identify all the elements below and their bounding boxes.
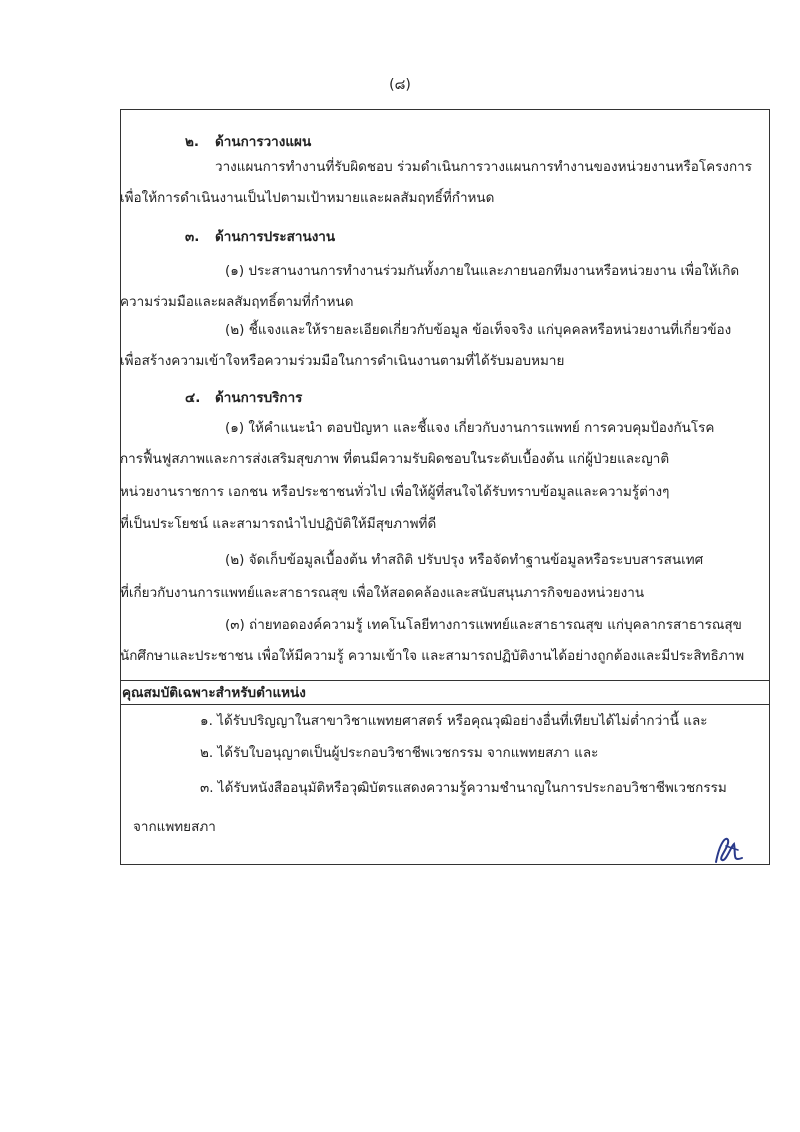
paragraph-line: (๑) ประสานงานการทำงานร่วมกันทั้งภายในและภายนอกทีมงานหรือหน่วยงาน เพื่อให้เกิด bbox=[225, 263, 740, 279]
section-coordination-heading bbox=[185, 228, 335, 246]
paragraph-line: (๒) ชี้แจงและให้รายละเอียดเกี่ยวกับข้อมูล ข้อเท็จจริง แก่บุคคลหรือหน่วยงานที่เกี่ยวข้อง bbox=[225, 322, 732, 338]
qualifications-heading: คุณสมบัติเฉพาะสำหรับตำแหน่ง bbox=[122, 685, 306, 701]
page-number: (๘) bbox=[389, 77, 411, 93]
section-number: ๓. bbox=[185, 229, 200, 245]
section-title: ด้านการวางแผน bbox=[215, 134, 312, 150]
paragraph-line: การฟื้นฟูสภาพและการส่งเสริมสุขภาพ ที่ตนมีความรับผิดชอบในระดับเบื้องต้น แก่ผู้ป่วยและญาติ bbox=[120, 451, 670, 467]
signature-mark bbox=[708, 832, 748, 872]
paragraph-line: (๓) ถ่ายทอดองค์ความรู้ เทคโนโลยีทางการแพทย์และสาธารณสุข แก่บุคลากรสาธารณสุข bbox=[225, 617, 742, 633]
paragraph-line: ที่เป็นประโยชน์ และสามารถนำไปปฏิบัติให้มีสุขภาพที่ดี bbox=[120, 516, 437, 532]
paragraph-line: นักศึกษาและประชาชน เพื่อให้มีความรู้ ความเข้าใจ และสามารถปฏิบัติงานได้อย่างถูกต้องและมีประสิทธิภาพ bbox=[120, 648, 745, 664]
section-title: ด้านการบริการ bbox=[215, 390, 303, 406]
qualifications-divider-top bbox=[120, 680, 770, 681]
paragraph-line: วางแผนการทำงานที่รับผิดชอบ ร่วมดำเนินการวางแผนการทำงานของหน่วยงานหรือโครงการ bbox=[215, 159, 752, 175]
paragraph-line: หน่วยงานราชการ เอกชน หรือประชาชนทั่วไป เพื่อให้ผู้ที่สนใจได้รับทราบข้อมูลและความรู้ต่างๆ bbox=[120, 484, 670, 500]
qualifications-divider-bottom bbox=[120, 704, 770, 705]
qualification-item: ๒. ได้รับใบอนุญาตเป็นผู้ประกอบวิชาชีพเวชกรรม จากแพทยสภา และ bbox=[200, 745, 599, 761]
section-planning-heading bbox=[185, 133, 311, 151]
qualification-item: จากแพทยสภา bbox=[133, 819, 216, 835]
paragraph-line: ที่เกี่ยวกับงานการแพทย์และสาธารณสุข เพื่อให้สอดคล้องและสนับสนุนภารกิจของหน่วยงาน bbox=[120, 585, 645, 601]
paragraph-line: (๒) จัดเก็บข้อมูลเบื้องต้น ทำสถิติ ปรับปรุง หรือจัดทำฐานข้อมูลหรือระบบสารสนเทศ bbox=[225, 552, 704, 568]
section-title: ด้านการประสานงาน bbox=[215, 229, 336, 245]
paragraph-line: เพื่อให้การดำเนินงานเป็นไปตามเป้าหมายและผลสัมฤทธิ์ที่กำหนด bbox=[120, 190, 495, 206]
section-service-heading bbox=[185, 389, 302, 407]
qualification-item: ๑. ได้รับปริญญาในสาขาวิชาแพทยศาสตร์ หรือคุณวุฒิอย่างอื่นที่เทียบได้ไม่ต่ำกว่านี้ และ bbox=[200, 713, 708, 729]
paragraph-line: (๑) ให้คำแนะนำ ตอบปัญหา และชี้แจง เกี่ยวกับงานการแพทย์ การควบคุมป้องกันโรค bbox=[225, 420, 715, 436]
section-number: ๔. bbox=[185, 390, 201, 406]
paragraph-line: เพื่อสร้างความเข้าใจหรือความร่วมมือในการดำเนินงานตามที่ได้รับมอบหมาย bbox=[120, 353, 565, 369]
paragraph-line: ความร่วมมือและผลสัมฤทธิ์ตามที่กำหนด bbox=[120, 294, 354, 310]
section-number: ๒. bbox=[185, 134, 200, 150]
qualification-item: ๓. ได้รับหนังสืออนุมัติหรือวุฒิบัตรแสดงความรู้ความชำนาญในการประกอบวิชาชีพเวชกรรม bbox=[200, 780, 727, 796]
